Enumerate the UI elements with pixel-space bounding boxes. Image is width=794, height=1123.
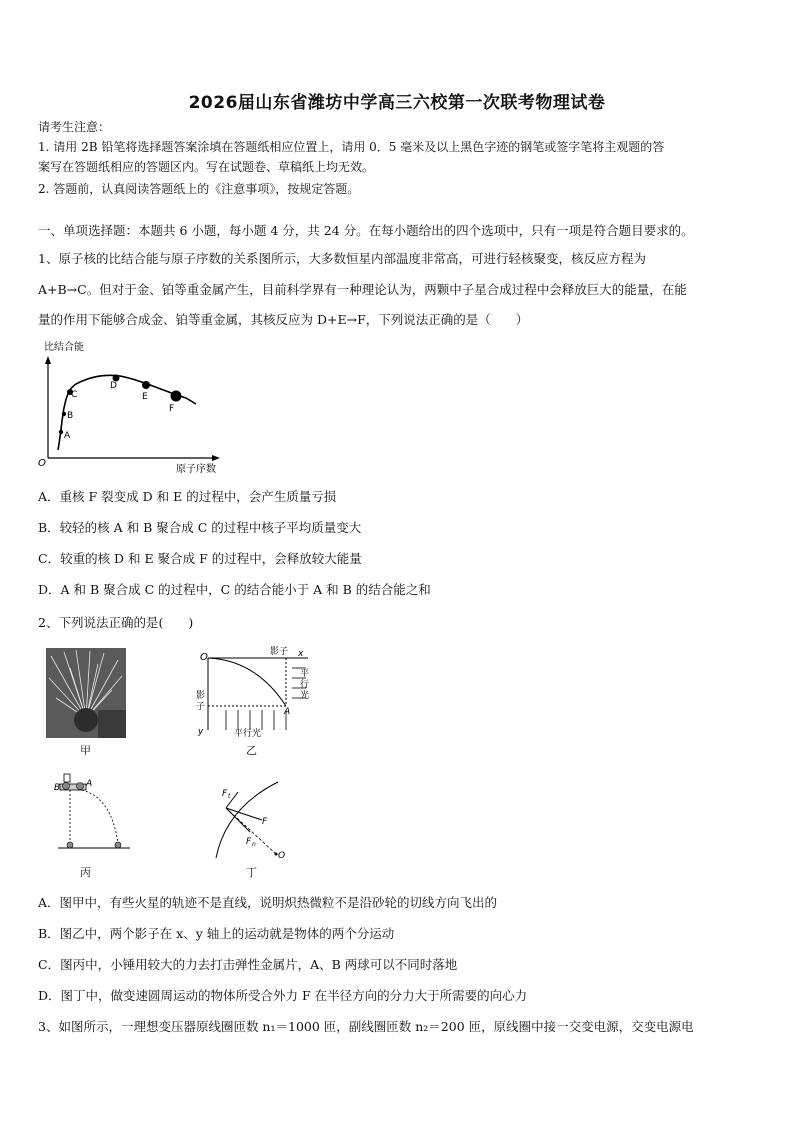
point-b [62,412,66,416]
point-b-label: B [67,411,74,421]
point-f-label: F [169,404,175,414]
chart-ylabel: 比结合能 [44,342,84,353]
chart-curve [58,375,196,450]
q2-option-c[interactable]: C．图丙中，小锤用较大的力去打击弹性金属片，A、B 两球可以不同时落地 [38,957,458,972]
q1-option-a[interactable]: A．重核 F 裂变成 D 和 E 的过程中，会产生质量亏损 [38,489,337,504]
q2-stem: 2、下列说法正确的是( ) [38,615,194,630]
ding-ft-label: F [222,789,228,799]
figure-yi-projectile-shadows [196,646,316,738]
yi-a-label: A [284,707,291,717]
point-c-label: C [71,390,78,400]
figure-jia-label: 甲 [80,744,91,757]
q1-line-3: 量的作用下能够合成金、铂等重金属，其核反应为 D+E→F，下列说法正确的是（ ） [38,312,529,327]
yi-guang-label: 光 [300,691,310,701]
q2-option-a[interactable]: A．图甲中，有些火星的轨迹不是直线，说明炽热微粒不是沿砂轮的切线方向飞出的 [38,895,498,910]
figure-jia-sparks-photo [46,648,126,738]
yi-shadow-y2-label: 子 [196,702,206,712]
point-e-label: E [142,392,148,402]
yi-shadow-y1-label: 影 [196,691,206,701]
q1-option-b[interactable]: B．较轻的核 A 和 B 聚合成 C 的过程中核子平均质量变大 [38,520,362,535]
q1-line-1: 1、原子核的比结合能与原子序数的关系图所示，大多数恒星内部温度非常高，可进行轻核聚变，核反应方程为 [38,251,646,266]
q2-option-b[interactable]: B．图乙中，两个影子在 x、y 轴上的运动就是物体的两个分运动 [38,926,395,941]
yi-origin-label: O [200,652,208,663]
q3-line-1: 3、如图所示，一理想变压器原线圈匝数 n₁＝1000 匝，副线圈匝数 n₂＝200 匝，原线圈中接一交变电源，交变电源电 [38,1019,694,1034]
chart-xlabel: 原子序数 [176,464,216,475]
ding-o-label: O [278,851,286,861]
notice-header: 请考生注意： [38,120,111,134]
bing-a-label: A [86,779,93,789]
chart-x-arrow [212,455,220,461]
point-e [142,381,150,389]
yi-ping-label: 平 [300,669,310,679]
point-a-label: A [64,431,71,441]
point-d-label: D [110,381,117,391]
q1-binding-energy-chart [36,338,236,478]
figure-ding-force-components [196,778,296,864]
page-title: 2026届山东省潍坊中学高三六校第一次联考物理试卷 [188,93,606,113]
yi-trajectory [208,658,286,706]
figure-ding-label: 丁 [246,866,257,879]
notice-item-1-line-2: 案写在答题纸相应的答题区内。写在试题卷、草稿纸上均无效。 [38,160,375,174]
figure-bing-falling-balls [54,772,134,852]
bing-b-label: B [54,783,61,793]
q2-option-d[interactable]: D．图丁中，做变速圆周运动的物体所受合外力 F 在半径方向的分力大于所需要的向心力 [38,988,528,1003]
figure-yi-label: 乙 [246,744,257,757]
q1-option-d[interactable]: D．A 和 B 聚合成 C 的过程中，C 的结合能小于 A 和 B 的结合能之和 [38,582,431,597]
yi-shadow-x-label: 影子 [270,647,289,657]
chart-origin: O [38,458,46,469]
chart-y-arrow [45,356,51,364]
yi-parallel-light-label: 平行光 [234,729,262,738]
yi-y-label: y [198,727,204,737]
q1-line-2: A+B→C。但对于金、铂等重金属产生，目前科学界有一种理论认为，两颗中子星合成过程中会释放巨大的能量，在能 [38,282,687,297]
ding-fn-label: F [246,837,252,847]
figure-bing-label: 丙 [80,866,91,879]
section-1-heading: 一、单项选择题：本题共 6 小题，每小题 4 分，共 24 分。在每小题给出的四个选项中，只有一项是符合题目要求的。 [38,223,694,238]
ding-fn-subscript: n [252,841,256,848]
notice-item-2: 2. 答题前，认真阅读答题纸上的《注意事项》，按规定答题。 [38,182,360,196]
ding-ft-subscript: t [228,793,231,800]
point-a [59,430,63,434]
yi-x-label: x [298,649,304,659]
notice-item-1-line-1: 1. 请用 2B 铅笔将选择题答案涂填在答题纸相应位置上，请用 0．5 毫米及以上黑色字迹的钢笔或签字笔将主观题的答 [38,140,665,154]
ding-f-label: F [262,817,268,827]
q1-option-c[interactable]: C．较重的核 D 和 E 聚合成 F 的过程中，会释放较大能量 [38,551,362,566]
point-f [171,391,182,402]
yi-xing-label: 行 [300,680,310,690]
